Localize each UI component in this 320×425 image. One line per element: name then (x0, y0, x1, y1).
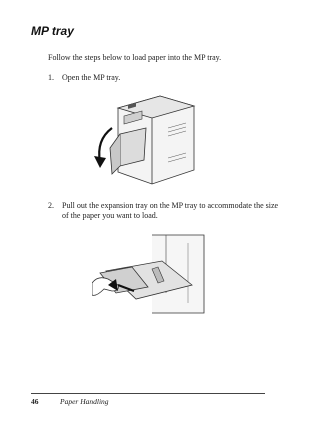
step-2-text: Pull out the expansion tray on the MP tray to accommodate the size of the paper you want to load. (62, 201, 279, 220)
step-1-number: 1. (48, 73, 54, 82)
expansion-tray-illustration (92, 233, 208, 315)
step-1 (48, 73, 282, 83)
step-2 (48, 201, 282, 221)
section-heading: MP tray (31, 24, 74, 38)
footer-rule (31, 393, 265, 394)
step-2-number: 2. (48, 201, 54, 210)
step-1-text: Open the MP tray. (62, 73, 121, 82)
footer-section-name: Paper Handling (60, 397, 109, 406)
printer-open-mp-tray-illustration (90, 88, 200, 188)
page-number: 46 (31, 397, 39, 406)
intro-paragraph: Follow the steps below to load paper into the MP tray. (48, 53, 222, 62)
